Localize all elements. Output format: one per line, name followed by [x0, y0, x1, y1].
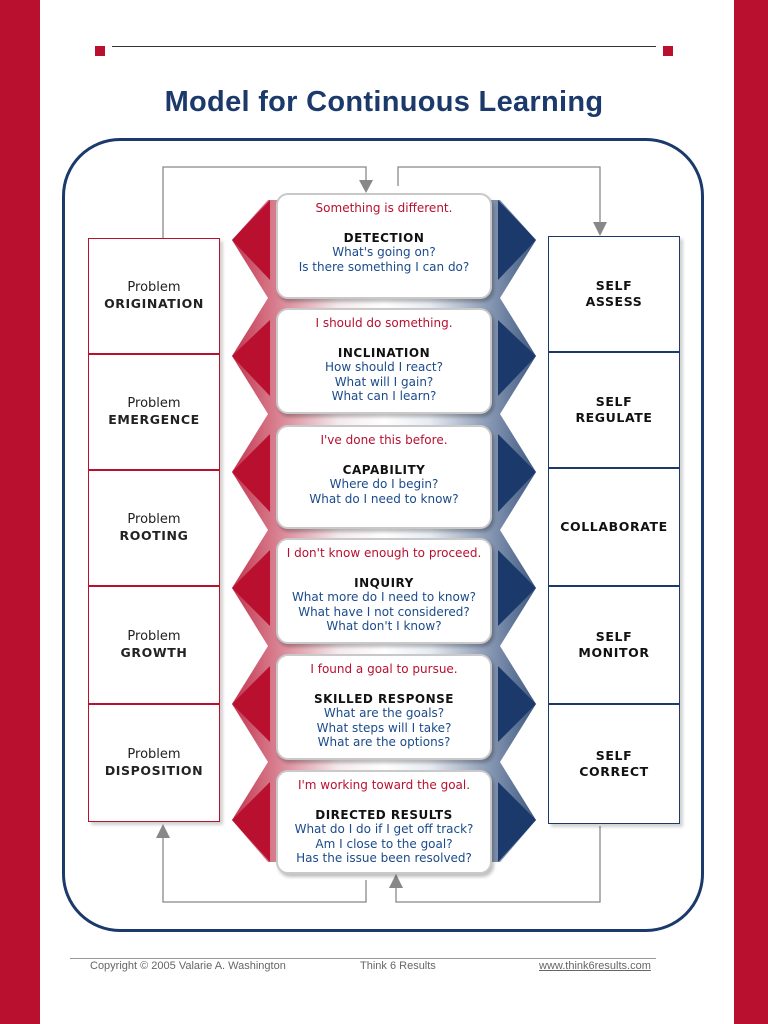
stage-inquiry	[276, 538, 492, 644]
stage-question: Am I close to the goal?	[315, 836, 453, 851]
left-box-prefix: Problem	[127, 280, 181, 295]
right-box-self-assess	[548, 236, 680, 352]
stage-skilled-response	[276, 654, 492, 760]
stage-question: What do I do if I get off track?	[294, 822, 474, 837]
page-title: Model for Continuous Learning	[164, 86, 604, 118]
stage-question: What more do I need to know?	[291, 590, 477, 605]
right-box-line1: SELF	[595, 278, 633, 293]
stage-detection	[276, 193, 492, 299]
stage-question: What are the goals?	[323, 706, 445, 721]
stage-question: What's going on?	[332, 245, 436, 260]
stage-name: INCLINATION	[337, 345, 431, 360]
stage-question: What will I gain?	[334, 374, 434, 389]
stage-lead: Something is different.	[315, 201, 453, 215]
stage-question: What can I learn?	[331, 389, 437, 404]
left-box-disposition	[88, 704, 220, 822]
stage-lead: I should do something.	[315, 316, 453, 330]
stage-question: Is there something I can do?	[298, 259, 470, 274]
right-box-self-regulate	[548, 352, 680, 468]
right-box-line1: SELF	[595, 748, 633, 763]
left-box-prefix: Problem	[127, 747, 181, 762]
left-box-origination	[88, 238, 220, 354]
right-box-line2: REGULATE	[575, 410, 653, 425]
left-box-rooting	[88, 470, 220, 586]
left-box-prefix: Problem	[127, 396, 181, 411]
left-box-label: DISPOSITION	[104, 763, 204, 778]
stage-question: What don't I know?	[326, 619, 442, 634]
right-box-line1: COLLABORATE	[560, 519, 668, 534]
left-box-emergence	[88, 354, 220, 470]
stage-question: What are the options?	[317, 735, 451, 750]
left-box-growth	[88, 586, 220, 704]
right-box-self-correct	[548, 704, 680, 824]
stage-name: DIRECTED RESULTS	[315, 807, 453, 822]
stage-question: Has the issue been resolved?	[296, 851, 472, 866]
left-box-prefix: Problem	[127, 629, 181, 644]
stage-question: How should I react?	[325, 360, 443, 375]
stage-name: DETECTION	[343, 230, 425, 245]
left-box-label: ORIGINATION	[104, 296, 204, 311]
stage-inclination	[276, 308, 492, 414]
right-box-line2: CORRECT	[579, 764, 649, 779]
footer-company: Think 6 Results	[360, 960, 436, 972]
spine-band	[232, 200, 536, 862]
arrow-up-left	[156, 824, 170, 838]
stage-lead: I'm working toward the goal.	[297, 778, 471, 792]
stage-name: CAPABILITY	[342, 462, 426, 477]
stage-name: SKILLED RESPONSE	[314, 691, 454, 706]
stage-question: What steps will I take?	[316, 720, 452, 735]
arrow-up-bottom-center	[389, 874, 403, 888]
right-box-line1: SELF	[595, 629, 633, 644]
footer-website-link[interactable]: www.think6results.com	[539, 960, 651, 972]
stage-lead: I found a goal to pursue.	[310, 662, 458, 676]
left-box-label: GROWTH	[120, 645, 188, 660]
stage-capability	[276, 425, 492, 529]
left-box-label: ROOTING	[119, 528, 189, 543]
footer-copyright: Copyright © 2005 Valarie A. Washington	[90, 960, 286, 972]
stage-question: Where do I begin?	[329, 477, 439, 492]
right-box-line2: MONITOR	[578, 645, 650, 660]
stage-question: What have I not considered?	[298, 604, 470, 619]
arrow-down-top-center	[359, 180, 373, 193]
left-box-label: EMERGENCE	[108, 412, 200, 427]
stage-lead: I don't know enough to proceed.	[286, 546, 482, 560]
right-box-collaborate	[548, 468, 680, 586]
right-box-line2: ASSESS	[585, 294, 643, 309]
right-box-self-monitor	[548, 586, 680, 704]
stage-directed-results	[276, 770, 492, 874]
stage-lead: I've done this before.	[320, 433, 448, 447]
right-box-line1: SELF	[595, 394, 633, 409]
footer-rule	[70, 958, 656, 959]
arrow-down-right	[593, 222, 607, 236]
stage-name: INQUIRY	[354, 575, 414, 590]
left-box-prefix: Problem	[127, 512, 181, 527]
stage-question: What do I need to know?	[309, 491, 459, 506]
